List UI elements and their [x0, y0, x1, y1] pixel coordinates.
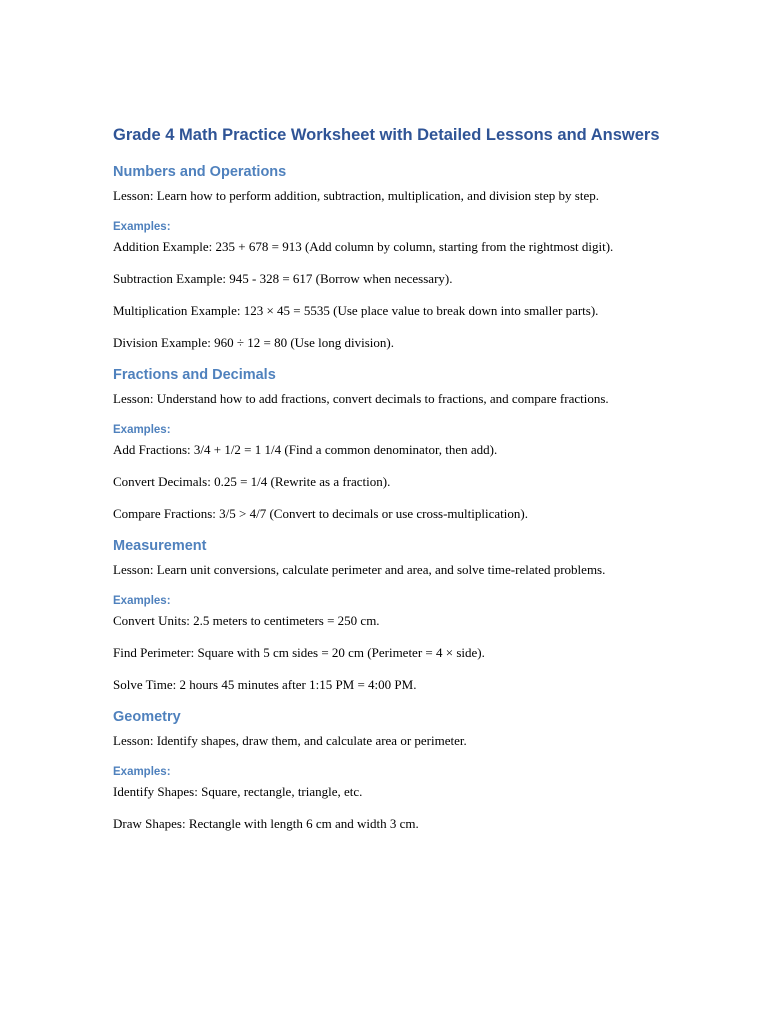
example-item: Find Perimeter: Square with 5 cm sides = 20 cm (Perimeter = 4 × side).: [113, 645, 485, 660]
examples-label: Examples:: [113, 424, 171, 436]
lesson-text: Lesson: Identify shapes, draw them, and calculate area or perimeter.: [113, 733, 467, 748]
section-heading: Geometry: [113, 709, 181, 725]
lesson-text: Lesson: Understand how to add fractions, convert decimals to fractions, and compare fractions.: [113, 391, 609, 406]
section-geometry: [113, 707, 643, 833]
example-item: Convert Decimals: 0.25 = 1/4 (Rewrite as a fraction).: [113, 474, 391, 489]
section-measurement: [113, 536, 643, 694]
example-item: Convert Units: 2.5 meters to centimeters = 250 cm.: [113, 613, 380, 628]
section-numbers-and-operations: [113, 162, 643, 352]
section-heading: Measurement: [113, 538, 207, 554]
document-title: Grade 4 Math Practice Worksheet with Detailed Lessons and Answers: [113, 126, 660, 144]
lesson-text: Lesson: Learn how to perform addition, subtraction, multiplication, and division step by step.: [113, 188, 599, 203]
section-fractions-and-decimals: [113, 365, 643, 523]
example-item: Solve Time: 2 hours 45 minutes after 1:15 PM = 4:00 PM.: [113, 677, 417, 692]
example-item: Compare Fractions: 3/5 > 4/7 (Convert to decimals or use cross-multiplication).: [113, 506, 528, 521]
example-item: Add Fractions: 3/4 + 1/2 = 1 1/4 (Find a common denominator, then add).: [113, 442, 498, 457]
section-heading: Fractions and Decimals: [113, 367, 276, 383]
lesson-text: Lesson: Learn unit conversions, calculate perimeter and area, and solve time-related problems.: [113, 562, 606, 577]
examples-label: Examples:: [113, 221, 171, 233]
section-heading: Numbers and Operations: [113, 164, 287, 180]
worksheet-page: [113, 124, 660, 846]
example-item: Draw Shapes: Rectangle with length 6 cm and width 3 cm.: [113, 816, 419, 831]
example-item: Subtraction Example: 945 - 328 = 617 (Borrow when necessary).: [113, 271, 453, 286]
examples-label: Examples:: [113, 766, 171, 778]
example-item: Multiplication Example: 123 × 45 = 5535 (Use place value to break down into smaller parts).: [113, 303, 599, 318]
example-item: Identify Shapes: Square, rectangle, triangle, etc.: [113, 784, 363, 799]
example-item: Addition Example: 235 + 678 = 913 (Add column by column, starting from the rightmost digit).: [113, 239, 614, 254]
example-item: Division Example: 960 ÷ 12 = 80 (Use long division).: [113, 335, 394, 350]
examples-label: Examples:: [113, 595, 171, 607]
